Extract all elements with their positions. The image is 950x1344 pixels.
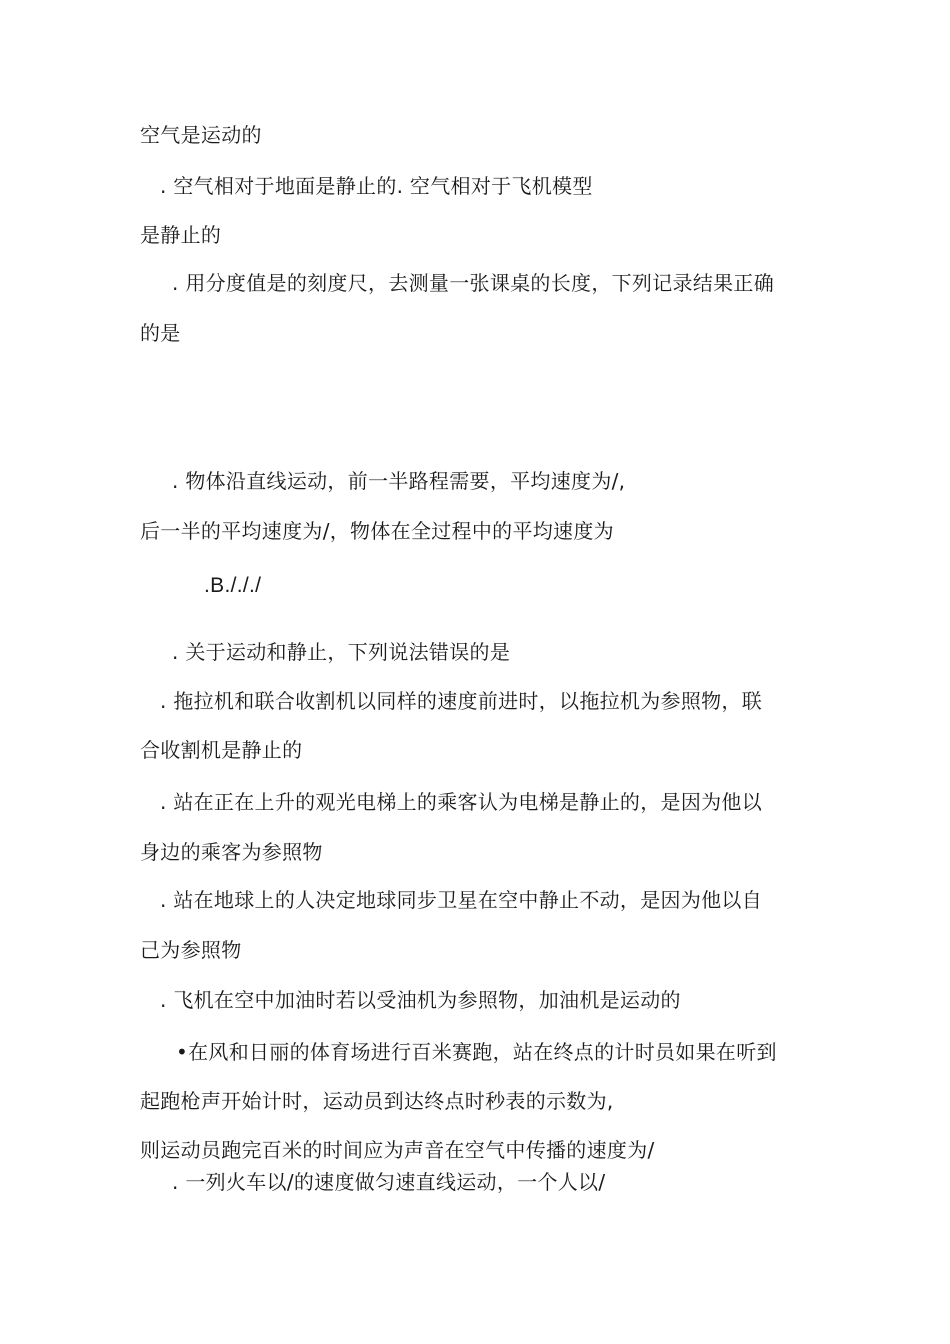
text-line-3: 是静止的	[140, 223, 222, 247]
text-line-20: . 一列火车以/的速度做匀速直线运动，一个人以/	[172, 1170, 606, 1194]
text-line-17: •在风和日丽的体育场进行百米赛跑，站在终点的计时员如果在听到	[176, 1040, 777, 1064]
text-line-9: . 关于运动和静止，下列说法错误的是	[172, 640, 511, 664]
text-line-8: .B./././	[204, 574, 262, 597]
text-line-11: 合收割机是静止的	[140, 738, 303, 762]
text-line-15: 己为参照物	[140, 938, 242, 962]
text-line-10: . 拖拉机和联合收割机以同样的速度前进时，以拖拉机为参照物，联	[160, 689, 763, 713]
text-line-1: 空气是运动的	[140, 123, 262, 147]
text-line-18: 起跑枪声开始计时，运动员到达终点时秒表的示数为,	[140, 1089, 614, 1113]
text-line-19: 则运动员跑完百米的时间应为声音在空气中传播的速度为/	[140, 1138, 655, 1162]
text-line-2: . 空气相对于地面是静止的. 空气相对于飞机模型	[160, 174, 593, 198]
text-line-7: 后一半的平均速度为/，物体在全过程中的平均速度为	[140, 519, 614, 543]
text-line-16: . 飞机在空中加油时若以受油机为参照物，加油机是运动的	[160, 988, 681, 1012]
text-line-6: . 物体沿直线运动，前一半路程需要，平均速度为/,	[172, 469, 626, 493]
text-line-14: . 站在地球上的人决定地球同步卫星在空中静止不动，是因为他以自	[160, 888, 763, 912]
text-line-4: . 用分度值是的刻度尺，去测量一张课桌的长度，下列记录结果正确	[172, 271, 775, 295]
text-line-12: . 站在正在上升的观光电梯上的乘客认为电梯是静止的，是因为他以	[160, 790, 763, 814]
text-line-13: 身边的乘客为参照物	[140, 840, 323, 864]
text-line-5: 的是	[140, 321, 181, 345]
